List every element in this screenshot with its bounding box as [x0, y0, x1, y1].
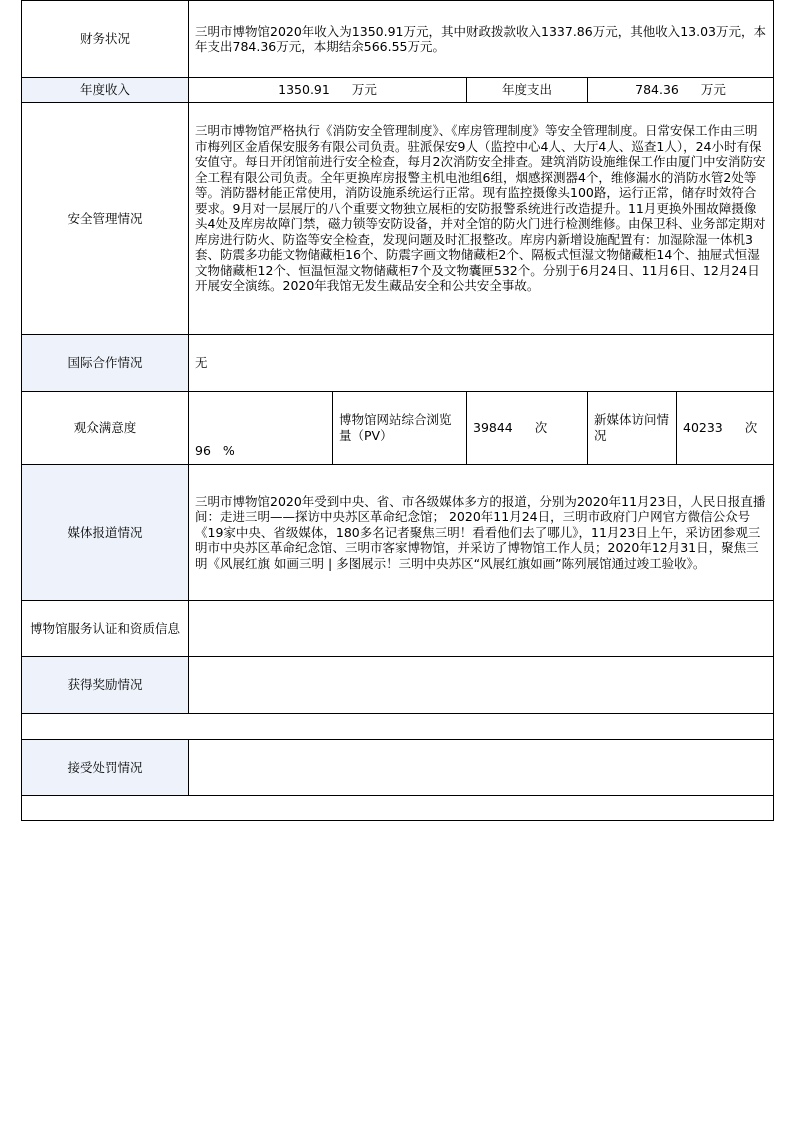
media-row: [22, 465, 774, 601]
media-visit-value: 40233: [683, 420, 723, 436]
trailing-blank-cell: [22, 796, 774, 821]
pv-label: 博物馆网站综合浏览量（PV）: [333, 392, 467, 465]
finance-label: 财务状况: [22, 1, 189, 78]
certification-row: [22, 601, 774, 657]
pv-value: 39844: [473, 420, 513, 436]
intl-label: 国际合作情况: [22, 335, 189, 392]
media-text: 三明市博物馆2020年受到中央、省、市各级媒体多方的报道，分别为2020年11月23日，人民日报直播间：走进三明——探访中央苏区革命纪念馆； 2020年11月24日，三明市政府门户网官方微信公众号《19家中央、省级媒体，180多名记者聚焦三明！看看他们去了哪儿》，11月23日上午，采访团参观三明市中央苏区革命纪念馆、三明市客家博物馆，并采访了博物馆工作人员；2020年12月31日，聚焦三明《风展红旗 如画三明 | 多图展示！三明中央苏区“风展红旗如画”陈列展馆通过竣工验收》。: [189, 465, 774, 601]
awards-label: 获得奖励情况: [22, 657, 189, 714]
income-value: 1350.91: [278, 82, 330, 98]
certification-text: [189, 601, 774, 657]
penalties-row: [22, 740, 774, 796]
finance-text: 三明市博物馆2020年收入为1350.91万元，其中财政拨款收入1337.86万元，其他收入13.03万元，本年支出784.36万元，本期结余566.55万元。: [189, 1, 774, 78]
penalties-label: 接受处罚情况: [22, 740, 189, 796]
security-label: 安全管理情况: [22, 103, 189, 335]
satisfaction-label: 观众满意度: [22, 392, 189, 465]
trailing-blank-row: [22, 796, 774, 821]
expense-value: 784.36: [635, 82, 679, 98]
blank-cell: [22, 714, 774, 740]
certification-label: 博物馆服务认证和资质信息: [22, 601, 189, 657]
expense-label: 年度支出: [467, 78, 588, 103]
blank-row: [22, 714, 774, 740]
media-visit-cell: [677, 392, 774, 465]
satisfaction-cell: [189, 392, 333, 465]
annual-row: [22, 78, 774, 103]
satisfaction-row: [22, 392, 774, 465]
awards-row: [22, 657, 774, 714]
awards-text: [189, 657, 774, 714]
satisfaction-value: 96: [195, 442, 211, 458]
pv-cell: [467, 392, 588, 465]
media-label: 媒体报道情况: [22, 465, 189, 601]
expense-cell: [588, 78, 774, 103]
income-cell: [189, 78, 467, 103]
media-visit-unit: 次: [744, 420, 758, 436]
security-row: [22, 103, 774, 335]
satisfaction-unit: %: [222, 442, 235, 458]
security-text: 三明市博物馆严格执行《消防安全管理制度》、《库房管理制度》等安全管理制度。日常安保工作由三明市梅列区金盾保安服务有限公司负责。驻派保安9人（监控中心4人、大厅4人、巡查1人），24小时有保安值守。每日开闭馆前进行安全检查，每月2次消防安全排查。建筑消防设施维保工作由厦门中安消防安全工程有限公司负责。全年更换库房报警主机电池组6组，烟感探测器4个，维修漏水的消防水管2处等等。消防器材能正常使用，消防设施系统运行正常。现有监控摄像头100路，运行正常，储存时效符合要求。9月对一层展厅的八个重要文物独立展柜的安防报警系统进行改造提升。11月更换外围故障摄像头4处及库房故障门禁，磁力锁等安防设备，并对全馆的防火门进行检测维修。由保卫科、业务部定期对库房进行防火、防盗等安全检查，发现问题及时汇报整改。库房内新增设施配置有：加湿除湿一体机3套、防震多功能文物储藏柜16个、防震字画文物储藏柜2个、隔板式恒湿文物储藏柜14个、抽屉式恒湿文物储藏柜12个、恒温恒湿文物储藏柜7个及文物囊匣532个。分别于6月24日、11月6日、12月24日开展安全演练。2020年我馆无发生藏品安全和公共安全事故。: [189, 103, 774, 335]
pv-unit: 次: [534, 420, 548, 436]
intl-row: [22, 335, 774, 392]
finance-row: [22, 1, 774, 78]
income-label: 年度收入: [22, 78, 189, 103]
museum-report-table: [21, 0, 774, 821]
income-unit: 万元: [351, 82, 377, 98]
intl-text: 无: [189, 335, 774, 392]
expense-unit: 万元: [700, 82, 726, 98]
penalties-text: [189, 740, 774, 796]
media-visit-label: 新媒体访问情况: [588, 392, 677, 465]
